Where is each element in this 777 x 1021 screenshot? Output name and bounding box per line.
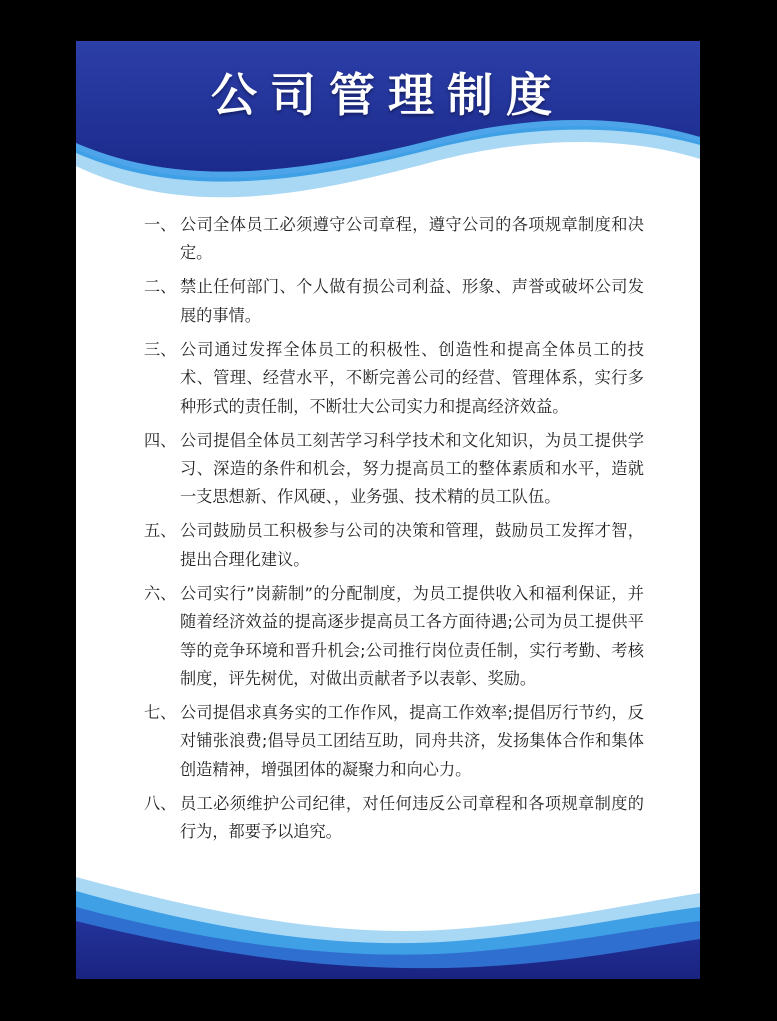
rule-item (144, 427, 644, 512)
rule-item (144, 517, 644, 574)
poster-title: 公司管理制度 (211, 68, 565, 122)
rule-number: 八、 (144, 793, 177, 813)
rule-text: 公司鼓励员工积极参与公司的决策和管理，鼓励员工发挥才智，提出合理化建议。 (180, 521, 644, 569)
rule-item (144, 580, 644, 694)
rule-text: 公司实行”岗薪制”的分配制度，为员工提供收入和福利保证，并随着经济效益的提高逐步提高员工各方面待遇;公司为员工提供平等的竞争环境和晋升机会;公司推行岗位责任制，实行考勤、考核制度，评先树优，对做出贡献者予以表彰、奖励。 (180, 583, 644, 689)
rule-item (144, 699, 644, 784)
rule-text: 禁止任何部门、个人做有损公司利益、形象、声誉或破坏公司发展的事情。 (180, 277, 644, 325)
rule-number: 七、 (144, 703, 177, 723)
rule-number: 四、 (144, 430, 177, 450)
rule-number: 五、 (144, 521, 177, 541)
rule-text: 员工必须维护公司纪律，对任何违反公司章程和各项规章制度的行为，都要予以追究。 (180, 793, 644, 842)
rule-item (144, 336, 644, 421)
rule-text: 公司全体员工必须遵守公司章程，遵守公司的各项规章制度和决定。 (180, 215, 644, 263)
rule-item (144, 211, 644, 268)
rule-number: 一、 (144, 215, 177, 234)
rule-text: 公司提倡全体员工刻苦学习科学技术和文化知识，为员工提供学习、深造的条件和机会，努力提高员工的整体素质和水平，造就一支思想新、作风硬、，业务强、技术精的员工队伍。 (180, 430, 644, 507)
rule-item (144, 790, 644, 847)
rules-list (144, 211, 644, 852)
rule-text: 公司通过发挥全体员工的积极性、创造性和提高全体员工的技术、管理、经营水平，不断完善公司的经营、管理体系，实行多种形式的责任制，不断壮大公司实力和提高经济效益。 (180, 339, 644, 416)
rule-item (144, 273, 644, 330)
rule-text: 公司提倡求真务实的工作作风，提高工作效率;提倡厉行节约，反对铺张浪费;倡导员工团结互助，同舟共济，发扬集体合作和集体创造精神，增强团体的凝聚力和向心力。 (180, 703, 644, 779)
rule-number: 六、 (144, 583, 177, 603)
policy-poster (76, 41, 700, 979)
rule-number: 二、 (144, 277, 177, 297)
rule-number: 三、 (144, 339, 177, 359)
